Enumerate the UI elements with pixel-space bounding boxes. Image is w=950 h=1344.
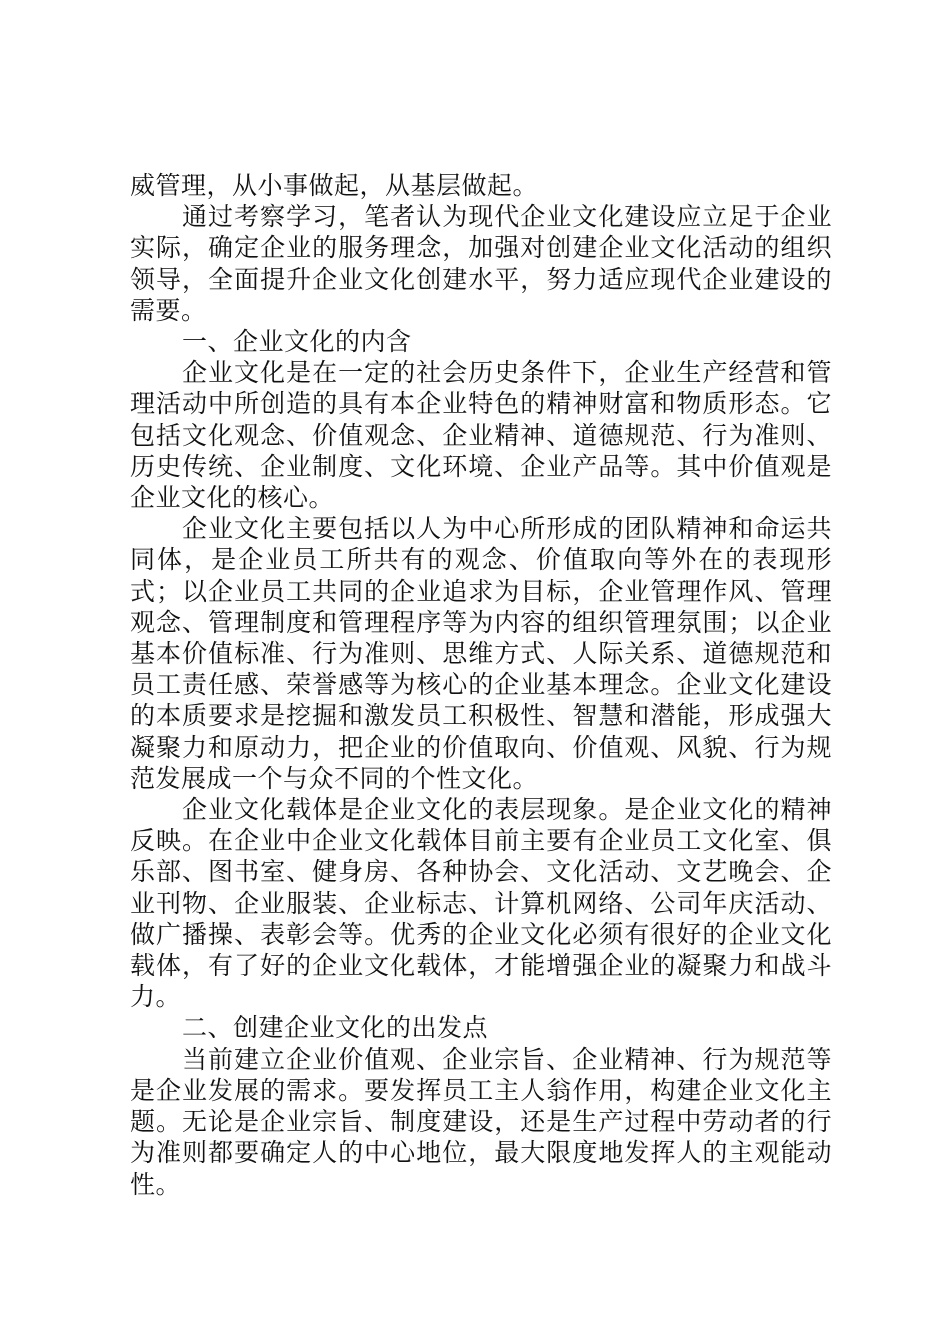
paragraph-carrier: 企业文化载体是企业文化的表层现象。是企业文化的精神反映。在企业中企业文化载体目前主要有企业员工文化室、俱乐部、图书室、健身房、各种协会、文化活动、文艺晚会、企业刊物、企业服装、企业标志、计算机网络、公司年庆活动、做广播操、表彰会等。优秀的企业文化必须有很好的企业文化载体，有了好的企业文化载体，才能增强企业的凝聚力和战斗力。	[130, 795, 832, 1012]
paragraph-content: 企业文化主要包括以人为中心所形成的团队精神和命运共同体，是企业员工所共有的观念、价值取向等外在的表现形式；以企业员工共同的企业追求为目标，企业管理作风、管理观念、管理制度和管理程序等为内容的组织管理氛围；以企业基本价值标准、行为准则、思维方式、人际关系、道德规范和员工责任感、荣誉感等为核心的企业基本理念。企业文化建设的本质要求是挖掘和激发员工积极性、智慧和潜能，形成强大凝聚力和原动力，把企业的价值取向、价值观、风貌、行为规范发展成一个与众不同的个性文化。	[130, 514, 832, 793]
section-heading-1: 一、企业文化的内含	[182, 327, 412, 357]
paragraph-definition: 企业文化是在一定的社会历史条件下，企业生产经营和管理活动中所创造的具有本企业特色的精神财富和物质形态。它包括文化观念、价值观念、企业精神、道德规范、行为准则、历史传统、企业制度、文化环境、企业产品等。其中价值观是企业文化的核心。	[130, 358, 832, 513]
paragraph-intro: 通过考察学习，笔者认为现代企业文化建设应立足于企业实际，确定企业的服务理念，加强对创建企业文化活动的组织领导，全面提升企业文化创建水平，努力适应现代企业建设的需要。	[130, 202, 832, 325]
section-heading-2: 二、创建企业文化的出发点	[182, 1013, 489, 1043]
paragraph-starting-point: 当前建立企业价值观、企业宗旨、企业精神、行为规范等是企业发展的需求。要发挥员工主人翁作用，构建企业文化主题。无论是企业宗旨、制度建设，还是生产过程中劳动者的行为准则都要确定人的中心地位，最大限度地发挥人的主观能动性。	[130, 1044, 832, 1199]
paragraph-continuation: 威管理，从小事做起，从基层做起。	[130, 171, 539, 200]
document-body	[130, 170, 832, 1200]
